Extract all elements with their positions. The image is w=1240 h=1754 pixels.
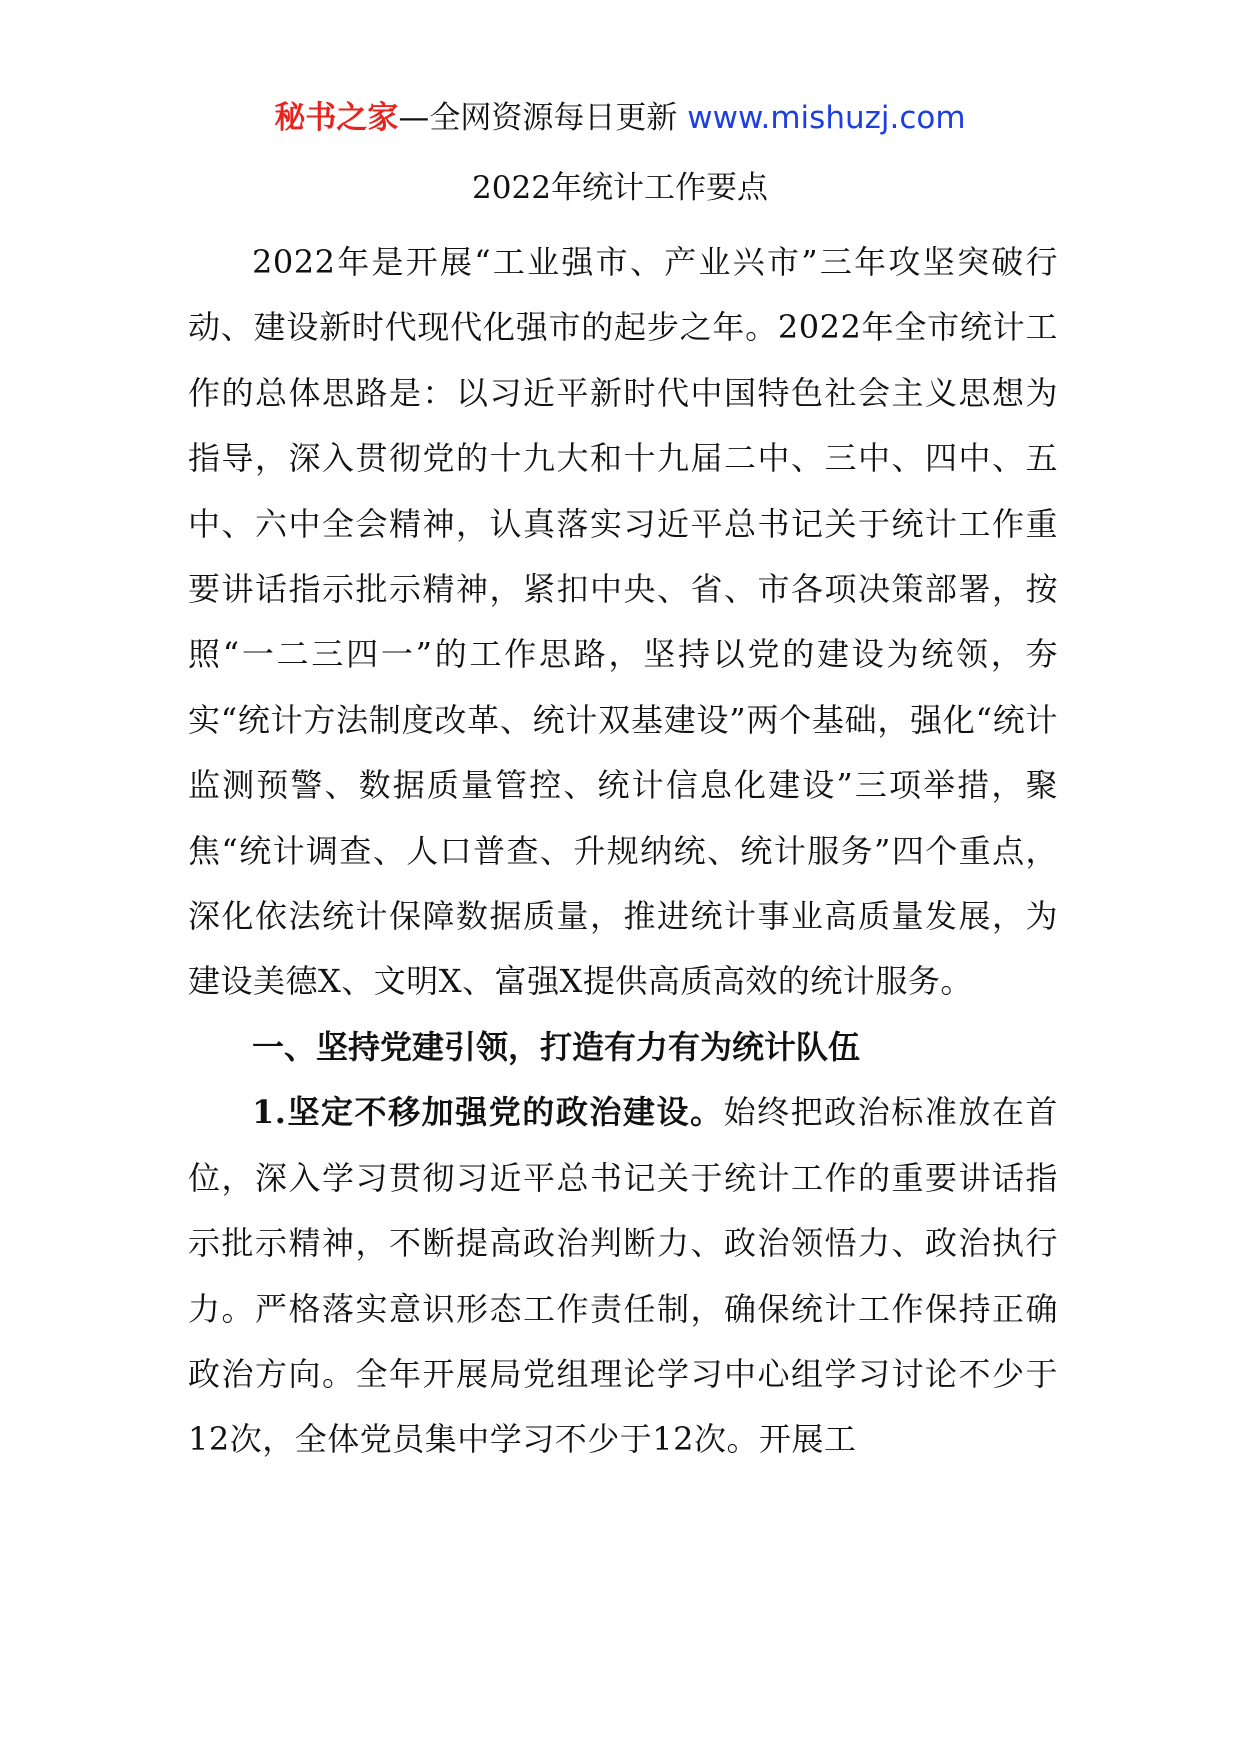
header-slogan: —全网资源每日更新 — [398, 100, 688, 136]
document-body — [188, 230, 1058, 1473]
site-url-link[interactable]: www.mishuzj.com — [687, 100, 966, 136]
item-body-1: 始终把政治标准放在首位，深入学习贯彻习近平总书记关于统计工作的重要讲话指示批示精神，不断提高政治判断力、政治领悟力、政治执行力。严格落实意识形态工作责任制，确保统计工作保持正确政治方向。全年开展局党组理论学习中心组学习讨论不少于12次，全体党员集中学习不少于12次。开展工 — [188, 1093, 1058, 1459]
section-heading-1: 一、坚持党建引领，打造有力有为统计队伍 — [252, 1027, 861, 1066]
document-title: 2022年统计工作要点 — [472, 170, 768, 206]
site-header-banner — [0, 96, 1240, 140]
brand-name: 秘书之家 — [274, 100, 399, 136]
item-paragraph-1 — [188, 1080, 1058, 1472]
intro-paragraph: 2022年是开展“工业强市、产业兴市”三年攻坚突破行动、建设新时代现代化强市的起步之年。2022年全市统计工作的总体思路是：以习近平新时代中国特色社会主义思想为指导，深入贯彻党的十九大和十九届二中、三中、四中、五中、六中全会精神，认真落实习近平总书记关于统计工作重要讲话指示批示精神，紧扣中央、省、市各项决策部署，按照“一二三四一”的工作思路，坚持以党的建设为统领，夯实“统计方法制度改革、统计双基建设”两个基础，强化“统计监测预警、数据质量管控、统计信息化建设”三项举措，聚焦“统计调查、人口普查、升规纳统、统计服务”四个重点，深化依法统计保障数据质量，推进统计事业高质量发展，为建设美德X、文明X、富强X提供高质高效的统计服务。 — [188, 243, 1058, 1001]
item-lead-1: 1.坚定不移加强党的政治建设。 — [252, 1093, 724, 1132]
